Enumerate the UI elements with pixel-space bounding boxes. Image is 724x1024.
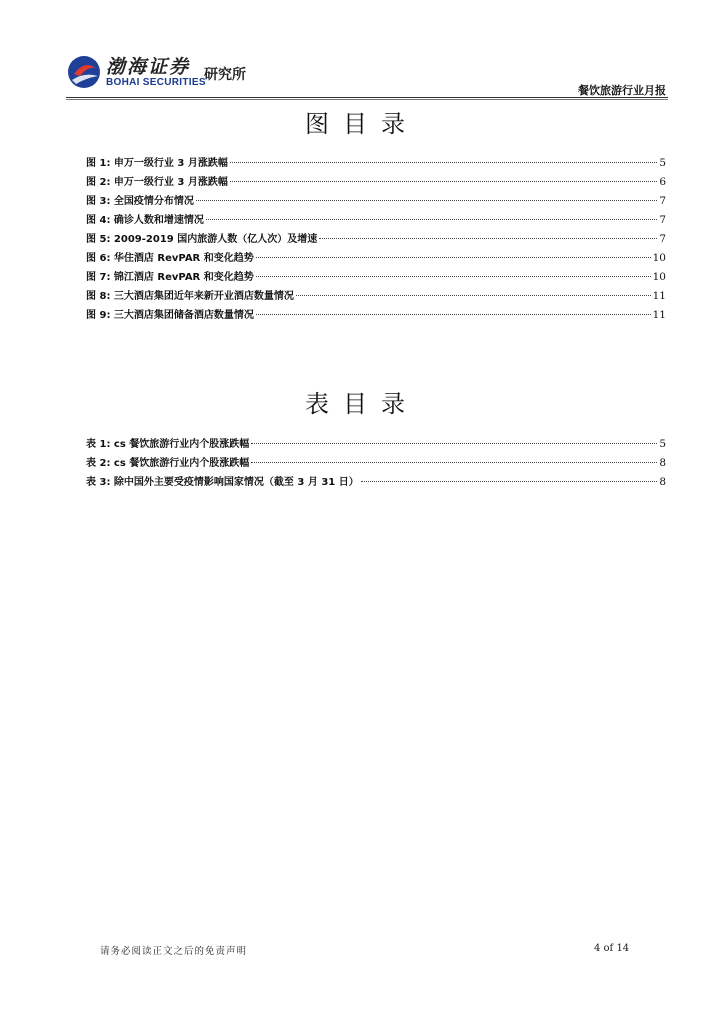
toc-entry-page: 7 bbox=[659, 195, 666, 207]
toc-entry-label: 图 2: 申万一级行业 3 月涨跌幅 bbox=[86, 177, 228, 188]
figure-toc-entry[interactable] bbox=[86, 192, 666, 211]
figures-toc bbox=[86, 154, 666, 325]
figure-toc-entry[interactable] bbox=[86, 249, 666, 268]
toc-entry-page: 8 bbox=[659, 457, 666, 469]
toc-leader-dots bbox=[296, 295, 651, 296]
figure-toc-entry[interactable] bbox=[86, 306, 666, 325]
tables-toc bbox=[86, 435, 666, 492]
toc-entry-label: 表 2: cs 餐饮旅游行业内个股涨跌幅 bbox=[86, 458, 250, 469]
toc-leader-dots bbox=[251, 443, 657, 444]
toc-entry-label: 图 9: 三大酒店集团储备酒店数量情况 bbox=[86, 310, 254, 321]
toc-entry-page: 8 bbox=[659, 476, 666, 488]
toc-entry-label: 图 5: 2009-2019 国内旅游人数（亿人次）及增速 bbox=[86, 234, 318, 245]
logo-english-text: BOHAI SECURITIES bbox=[106, 77, 206, 88]
toc-entry-page: 10 bbox=[652, 271, 666, 283]
bohai-logo-mark-icon bbox=[66, 54, 102, 90]
toc-entry-page: 11 bbox=[652, 290, 666, 302]
footer-disclaimer: 请务必阅读正文之后的免责声明 bbox=[100, 946, 248, 957]
toc-entry-page: 5 bbox=[659, 438, 666, 450]
toc-leader-dots bbox=[251, 462, 657, 463]
toc-entry-page: 7 bbox=[659, 214, 666, 226]
table-toc-entry[interactable] bbox=[86, 435, 666, 454]
logo-chinese-text: 渤海证券 bbox=[106, 56, 191, 78]
toc-entry-page: 5 bbox=[659, 157, 666, 169]
toc-leader-dots bbox=[206, 219, 657, 220]
bohai-logo bbox=[66, 50, 266, 96]
figure-toc-entry[interactable] bbox=[86, 268, 666, 287]
toc-leader-dots bbox=[361, 481, 658, 482]
toc-leader-dots bbox=[230, 162, 657, 163]
figure-toc-entry[interactable] bbox=[86, 230, 666, 249]
toc-entry-label: 图 3: 全国疫情分布情况 bbox=[86, 196, 194, 207]
figure-toc-entry[interactable] bbox=[86, 211, 666, 230]
footer-page-indicator: 4 of 14 bbox=[594, 943, 630, 954]
toc-leader-dots bbox=[196, 200, 657, 201]
figure-toc-entry[interactable] bbox=[86, 287, 666, 306]
toc-entry-page: 11 bbox=[652, 309, 666, 321]
toc-entry-label: 图 6: 华住酒店 RevPAR 和变化趋势 bbox=[86, 253, 254, 264]
tables-toc-title: 表目录 bbox=[305, 390, 419, 418]
page-header bbox=[0, 0, 724, 100]
toc-entry-page: 7 bbox=[659, 233, 666, 245]
figures-toc-title: 图目录 bbox=[305, 110, 419, 138]
toc-leader-dots bbox=[230, 181, 657, 182]
figure-toc-entry[interactable] bbox=[86, 154, 666, 173]
toc-entry-label: 图 8: 三大酒店集团近年来新开业酒店数量情况 bbox=[86, 291, 294, 302]
toc-entry-label: 表 1: cs 餐饮旅游行业内个股涨跌幅 bbox=[86, 439, 250, 450]
toc-leader-dots bbox=[256, 314, 651, 315]
toc-entry-label: 图 4: 确诊人数和增速情况 bbox=[86, 215, 204, 226]
figure-toc-entry[interactable] bbox=[86, 173, 666, 192]
toc-entry-label: 图 7: 锦江酒店 RevPAR 和变化趋势 bbox=[86, 272, 254, 283]
header-rule bbox=[66, 97, 668, 98]
table-toc-entry[interactable] bbox=[86, 454, 666, 473]
toc-entry-page: 6 bbox=[659, 176, 666, 188]
toc-leader-dots bbox=[319, 238, 657, 239]
toc-entry-label: 表 3: 除中国外主要受疫情影响国家情况（截至 3 月 31 日） bbox=[86, 477, 359, 488]
toc-entry-label: 图 1: 申万一级行业 3 月涨跌幅 bbox=[86, 158, 228, 169]
toc-leader-dots bbox=[256, 257, 651, 258]
table-toc-entry[interactable] bbox=[86, 473, 666, 492]
department-label: 研究所 bbox=[204, 67, 246, 83]
toc-entry-page: 10 bbox=[652, 252, 666, 264]
header-rule-thin bbox=[66, 99, 668, 100]
report-type: 餐饮旅游行业月报 bbox=[578, 84, 666, 97]
toc-leader-dots bbox=[256, 276, 651, 277]
